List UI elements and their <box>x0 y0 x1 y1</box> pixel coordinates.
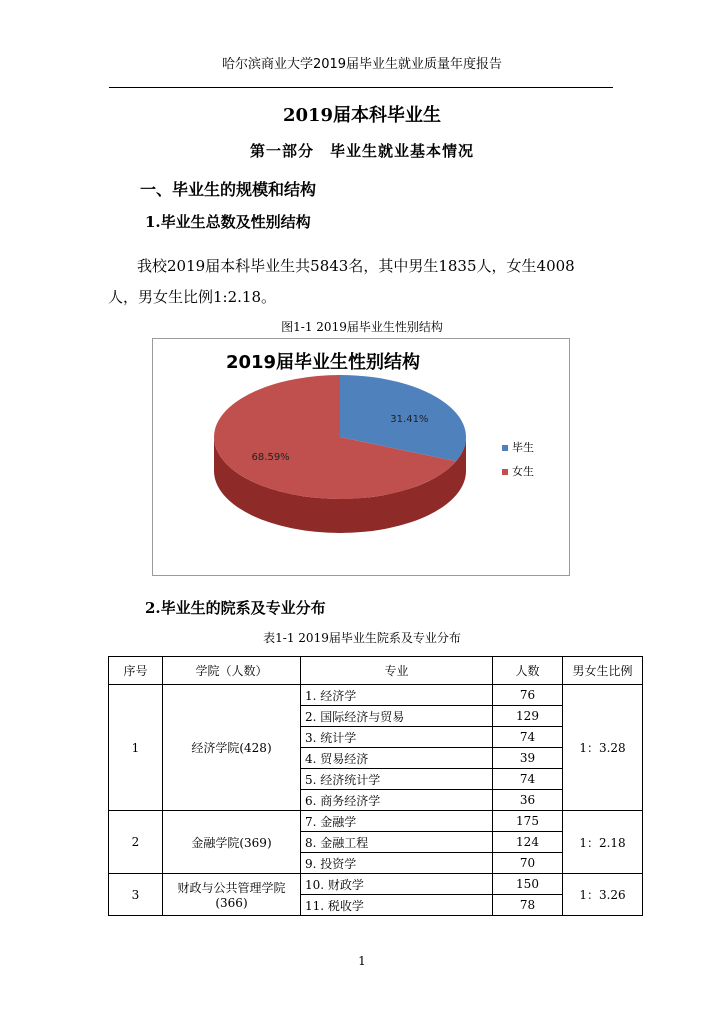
row-count: 150 <box>493 874 563 895</box>
table-header-row <box>109 657 643 685</box>
row-major: 6. 商务经济学 <box>301 790 493 811</box>
header-major: 专业 <box>301 657 493 685</box>
row-count: 74 <box>493 727 563 748</box>
table-row <box>109 874 643 895</box>
row-count: 74 <box>493 769 563 790</box>
distribution-table <box>108 656 643 916</box>
legend-label: 女生 <box>512 465 534 478</box>
row-major: 1. 经济学 <box>301 685 493 706</box>
row-college-line: 财政与公共管理学院 <box>177 881 286 895</box>
row-count: 129 <box>493 706 563 727</box>
legend-swatch <box>502 469 508 475</box>
chart-title: 2019届毕业生性别结构 <box>225 352 421 373</box>
row-major: 11. 税收学 <box>301 895 493 916</box>
row-major: 3. 统计学 <box>301 727 493 748</box>
subsection-title: 2.毕业生的院系及专业分布 <box>145 599 326 617</box>
row-count: 36 <box>493 790 563 811</box>
table-row <box>109 685 643 706</box>
row-count: 78 <box>493 895 563 916</box>
row-count: 76 <box>493 685 563 706</box>
section-title: 一、毕业生的规模和结构 <box>140 180 317 199</box>
row-major: 4. 贸易经济 <box>301 748 493 769</box>
table-row <box>109 811 643 832</box>
row-college <box>163 874 301 916</box>
row-major: 5. 经济统计学 <box>301 769 493 790</box>
row-college-line: (366) <box>215 896 248 910</box>
row-ratio: 1：2.18 <box>563 811 643 874</box>
pie-data-label: 68.59% <box>251 451 290 463</box>
row-college: 经济学院(428) <box>163 685 301 811</box>
subsection-title: 1.毕业生总数及性别结构 <box>145 213 311 231</box>
header-college: 学院（人数） <box>163 657 301 685</box>
header-rule <box>109 87 613 88</box>
part-title: 第一部分 毕业生就业基本情况 <box>249 142 474 160</box>
table-caption: 表1-1 2019届毕业生院系及专业分布 <box>263 631 461 645</box>
row-major: 9. 投资学 <box>301 853 493 874</box>
running-header: 哈尔滨商业大学2019届毕业生就业质量年度报告 <box>221 57 503 72</box>
row-college: 金融学院(369) <box>163 811 301 874</box>
pie-chart-svg <box>153 339 569 575</box>
row-major: 7. 金融学 <box>301 811 493 832</box>
row-ratio: 1：3.28 <box>563 685 643 811</box>
legend-label: 毕生 <box>512 441 534 454</box>
row-no: 2 <box>109 811 163 874</box>
figure-caption: 图1-1 2019届毕业生性别结构 <box>281 320 443 334</box>
row-major: 10. 财政学 <box>301 874 493 895</box>
paragraph-line: 人，男女生比例1:2.18。 <box>108 288 276 306</box>
pie-data-label: 31.41% <box>390 414 429 426</box>
page-number: 1 <box>358 954 366 968</box>
row-major: 2. 国际经济与贸易 <box>301 706 493 727</box>
header-count: 人数 <box>493 657 563 685</box>
row-no: 1 <box>109 685 163 811</box>
row-count: 39 <box>493 748 563 769</box>
paragraph-line: 我校2019届本科毕业生共5843名，其中男生1835人，女生4008 <box>137 257 575 275</box>
header-ratio: 男女生比例 <box>563 657 643 685</box>
pie-chart <box>152 338 570 576</box>
doc-title: 2019届本科毕业生 <box>282 105 442 126</box>
row-no: 3 <box>109 874 163 916</box>
row-count: 70 <box>493 853 563 874</box>
row-count: 175 <box>493 811 563 832</box>
legend-swatch <box>502 445 508 451</box>
header-no: 序号 <box>109 657 163 685</box>
row-ratio: 1：3.26 <box>563 874 643 916</box>
row-count: 124 <box>493 832 563 853</box>
row-major: 8. 金融工程 <box>301 832 493 853</box>
